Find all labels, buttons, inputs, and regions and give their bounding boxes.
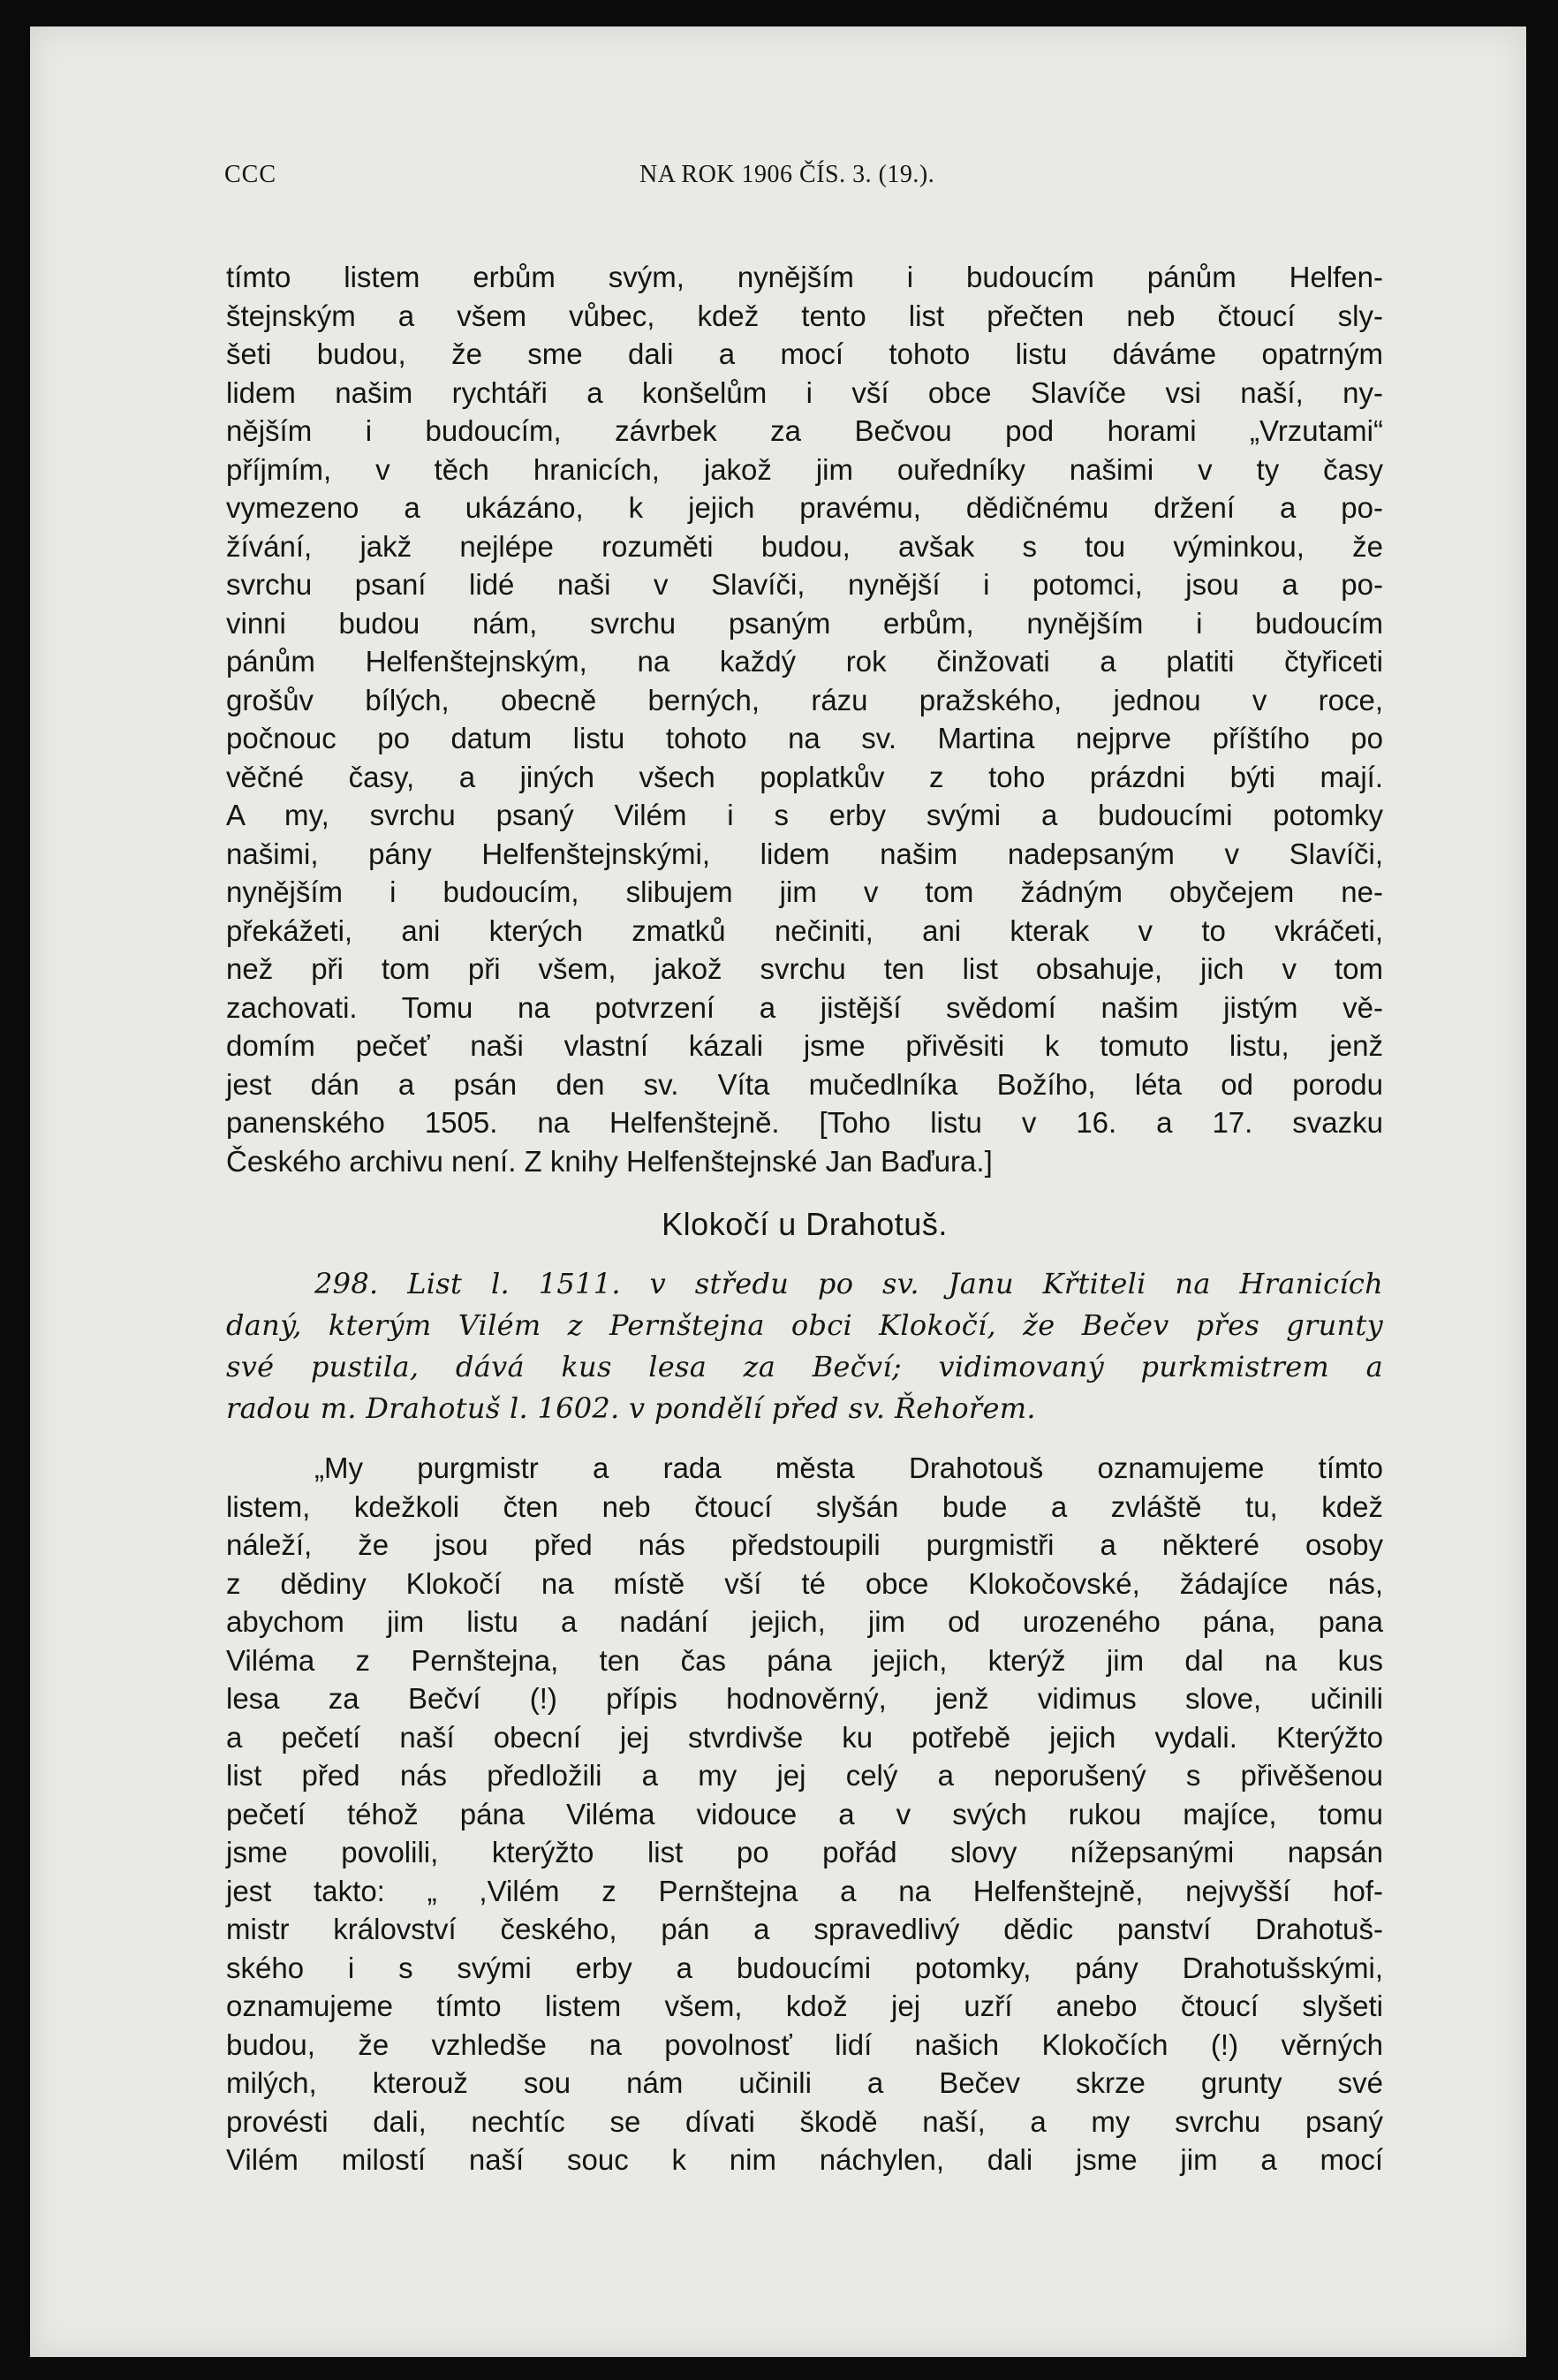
book-page: [30, 27, 1526, 2357]
text-line: mistr království českého, pán a spravedlivý dědic panství Drahotuš-: [226, 1913, 1383, 1945]
text-line: Viléma z Pernštejna, ten čas pána jejich, kterýž jim dal na kus: [226, 1643, 1383, 1677]
text-line: z dědiny Klokočí na místě vší té obce Klokočovské, žádajíce nás,: [226, 1566, 1383, 1600]
text-line: tímto listem erbům svým, nynějším i budoucím pánům Helfen-: [226, 261, 1383, 293]
text-line: „My purgmistr a rada města Drahotouš oznamujeme tímto: [314, 1451, 1383, 1484]
text-line: oznamujeme tímto listem všem, kdož jej uzří anebo čtoucí slyšeti: [226, 1990, 1383, 2022]
text-line: budou, že vzhledše na povolnosť lidí našich Klokočích (!) věrných: [226, 2028, 1383, 2061]
regest-entry: [226, 1263, 1383, 1429]
text-line: věčné časy, a jiných všech poplatkův z toho prázdni býti mají.: [226, 760, 1383, 793]
text-line: list před nás předložili a my jej celý a neporušený s přivěšenou: [226, 1759, 1383, 1792]
regest-line: daný, kterým Vilém z Pernštejna obci Klokočí, že Bečev přes grunty: [226, 1308, 1383, 1342]
text-line: příjmím, v těch hranicích, jakož jim ouředníky našimi v ty časy: [226, 452, 1383, 486]
regest-line: 298. List l. 1511. v středu po sv. Janu Křtiteli na Hranicích: [314, 1267, 1383, 1300]
text-line: lidem našim rychtáři a konšelům i vší obce Slavíče vsi naší, ny-: [226, 375, 1383, 409]
text-line: a pečetí naší obecní jej stvrdivše ku potřebě jejich vydali. Kterýžto: [226, 1720, 1383, 1754]
text-line: jsme povolili, kterýžto list po pořád slovy nížepsanými napsán: [226, 1836, 1383, 1868]
text-line: vymezeno a ukázáno, k jejich pravému, dědičnému držení a po-: [226, 491, 1383, 524]
text-line: než při tom při všem, jakož svrchu ten list obsahuje, jich v tom: [226, 952, 1383, 985]
text-line: abychom jim listu a nadání jejich, jim od urozeného pána, pana: [226, 1605, 1383, 1638]
text-line: pánům Helfenštejnským, na každý rok činžovati a platiti čtyřiceti: [226, 645, 1383, 678]
body-text: [226, 258, 1383, 2179]
text-line: žívání, jakž nejlépe rozuměti budou, avšak s tou výminkou, že: [226, 529, 1383, 563]
text-line: pečetí téhož pána Viléma vidouce a v svých rukou majíce, tomu: [226, 1797, 1383, 1830]
text-line: milých, kterouž sou nám učinili a Bečev skrze grunty své: [226, 2066, 1383, 2099]
text-line: náleží, že jsou před nás předstoupili purgmistři a některé osoby: [226, 1528, 1383, 1561]
text-line: listem, kdežkoli čten neb čtoucí slyšán bude a zvláště tu, kdež: [226, 1489, 1383, 1523]
text-line: jest takto: „ ,Vilém z Pernštejna a na Helfenštejně, nejvyšší hof-: [226, 1874, 1383, 1907]
paragraph-vidimus-text: [226, 1449, 1383, 2179]
text-line: šeti budou, že sme dali a mocí tohoto listu dáváme opatrným: [226, 337, 1383, 370]
text-line: A my, svrchu psaný Vilém i s erby svými a budoucími potomky: [226, 799, 1383, 831]
running-title: NA ROK 1906 ČÍS. 3. (19.).: [639, 161, 935, 188]
regest-line: své pustila, dává kus lesa za Bečví; vidimovaný purkmistrem a: [226, 1350, 1383, 1383]
text-line: panenského 1505. na Helfenštejně. [Toho listu v 16. a 17. svazku: [226, 1106, 1383, 1139]
text-line: ského i s svými erby a budoucími potomky, pány Drahotušskými,: [226, 1951, 1383, 1984]
text-line: počnouc po datum listu tohoto na sv. Martina nejprve příštího po: [226, 722, 1383, 754]
text-line: grošův bílých, obecně berných, rázu pražského, jednou v roce,: [226, 683, 1383, 716]
text-line: lesa za Bečví (!) přípis hodnověrný, jenž vidimus slove, učinili: [226, 1682, 1383, 1715]
text-line: překážeti, ani kterých zmatků nečiniti, ani kterak v to vkráčeti,: [226, 913, 1383, 947]
text-line: nějším i budoucím, závrbek za Bečvou pod horami „Vrzutami“: [226, 414, 1383, 447]
text-line: jest dán a psán den sv. Víta mučedlníka Božího, léta od porodu: [226, 1067, 1383, 1101]
text-line: Vilém milostí naší souc k nim náchylen, dali jsme jim a mocí: [226, 2143, 1383, 2176]
paragraph-charter-text: [226, 258, 1383, 1180]
text-line: svrchu psaní lidé naši v Slavíči, nynější i potomci, jsou a po-: [226, 568, 1383, 601]
page-header: [224, 161, 1373, 200]
text-line: Českého archivu není. Z knihy Helfenštejnské Jan Baďura.]: [226, 1144, 993, 1178]
text-line: nynějším i budoucím, slibujem jim v tom žádným obyčejem ne-: [226, 875, 1383, 908]
page-number: CCC: [224, 161, 277, 188]
text-line: vinni budou nám, svrchu psaným erbům, nynějším i budoucím: [226, 606, 1383, 640]
text-line: domím pečeť naši vlastní kázali jsme přivěsiti k tomuto listu, jenž: [226, 1029, 1383, 1062]
text-line: štejnským a všem vůbec, kdež tento list přečten neb čtoucí sly-: [226, 299, 1383, 332]
text-line: našimi, pány Helfenštejnskými, lidem našim nadepsaným v Slavíči,: [226, 837, 1383, 870]
regest-line: radou m. Drahotuš l. 1602. v pondělí před sv. Řehořem.: [226, 1391, 1036, 1425]
text-line: zachovati. Tomu na potvrzení a jistější svědomí našim jistým vě-: [226, 990, 1383, 1024]
text-line: provésti dali, nechtíc se dívati škodě naší, a my svrchu psaný: [226, 2104, 1383, 2138]
section-heading: Klokočí u Drahotuš.: [662, 1206, 948, 1242]
